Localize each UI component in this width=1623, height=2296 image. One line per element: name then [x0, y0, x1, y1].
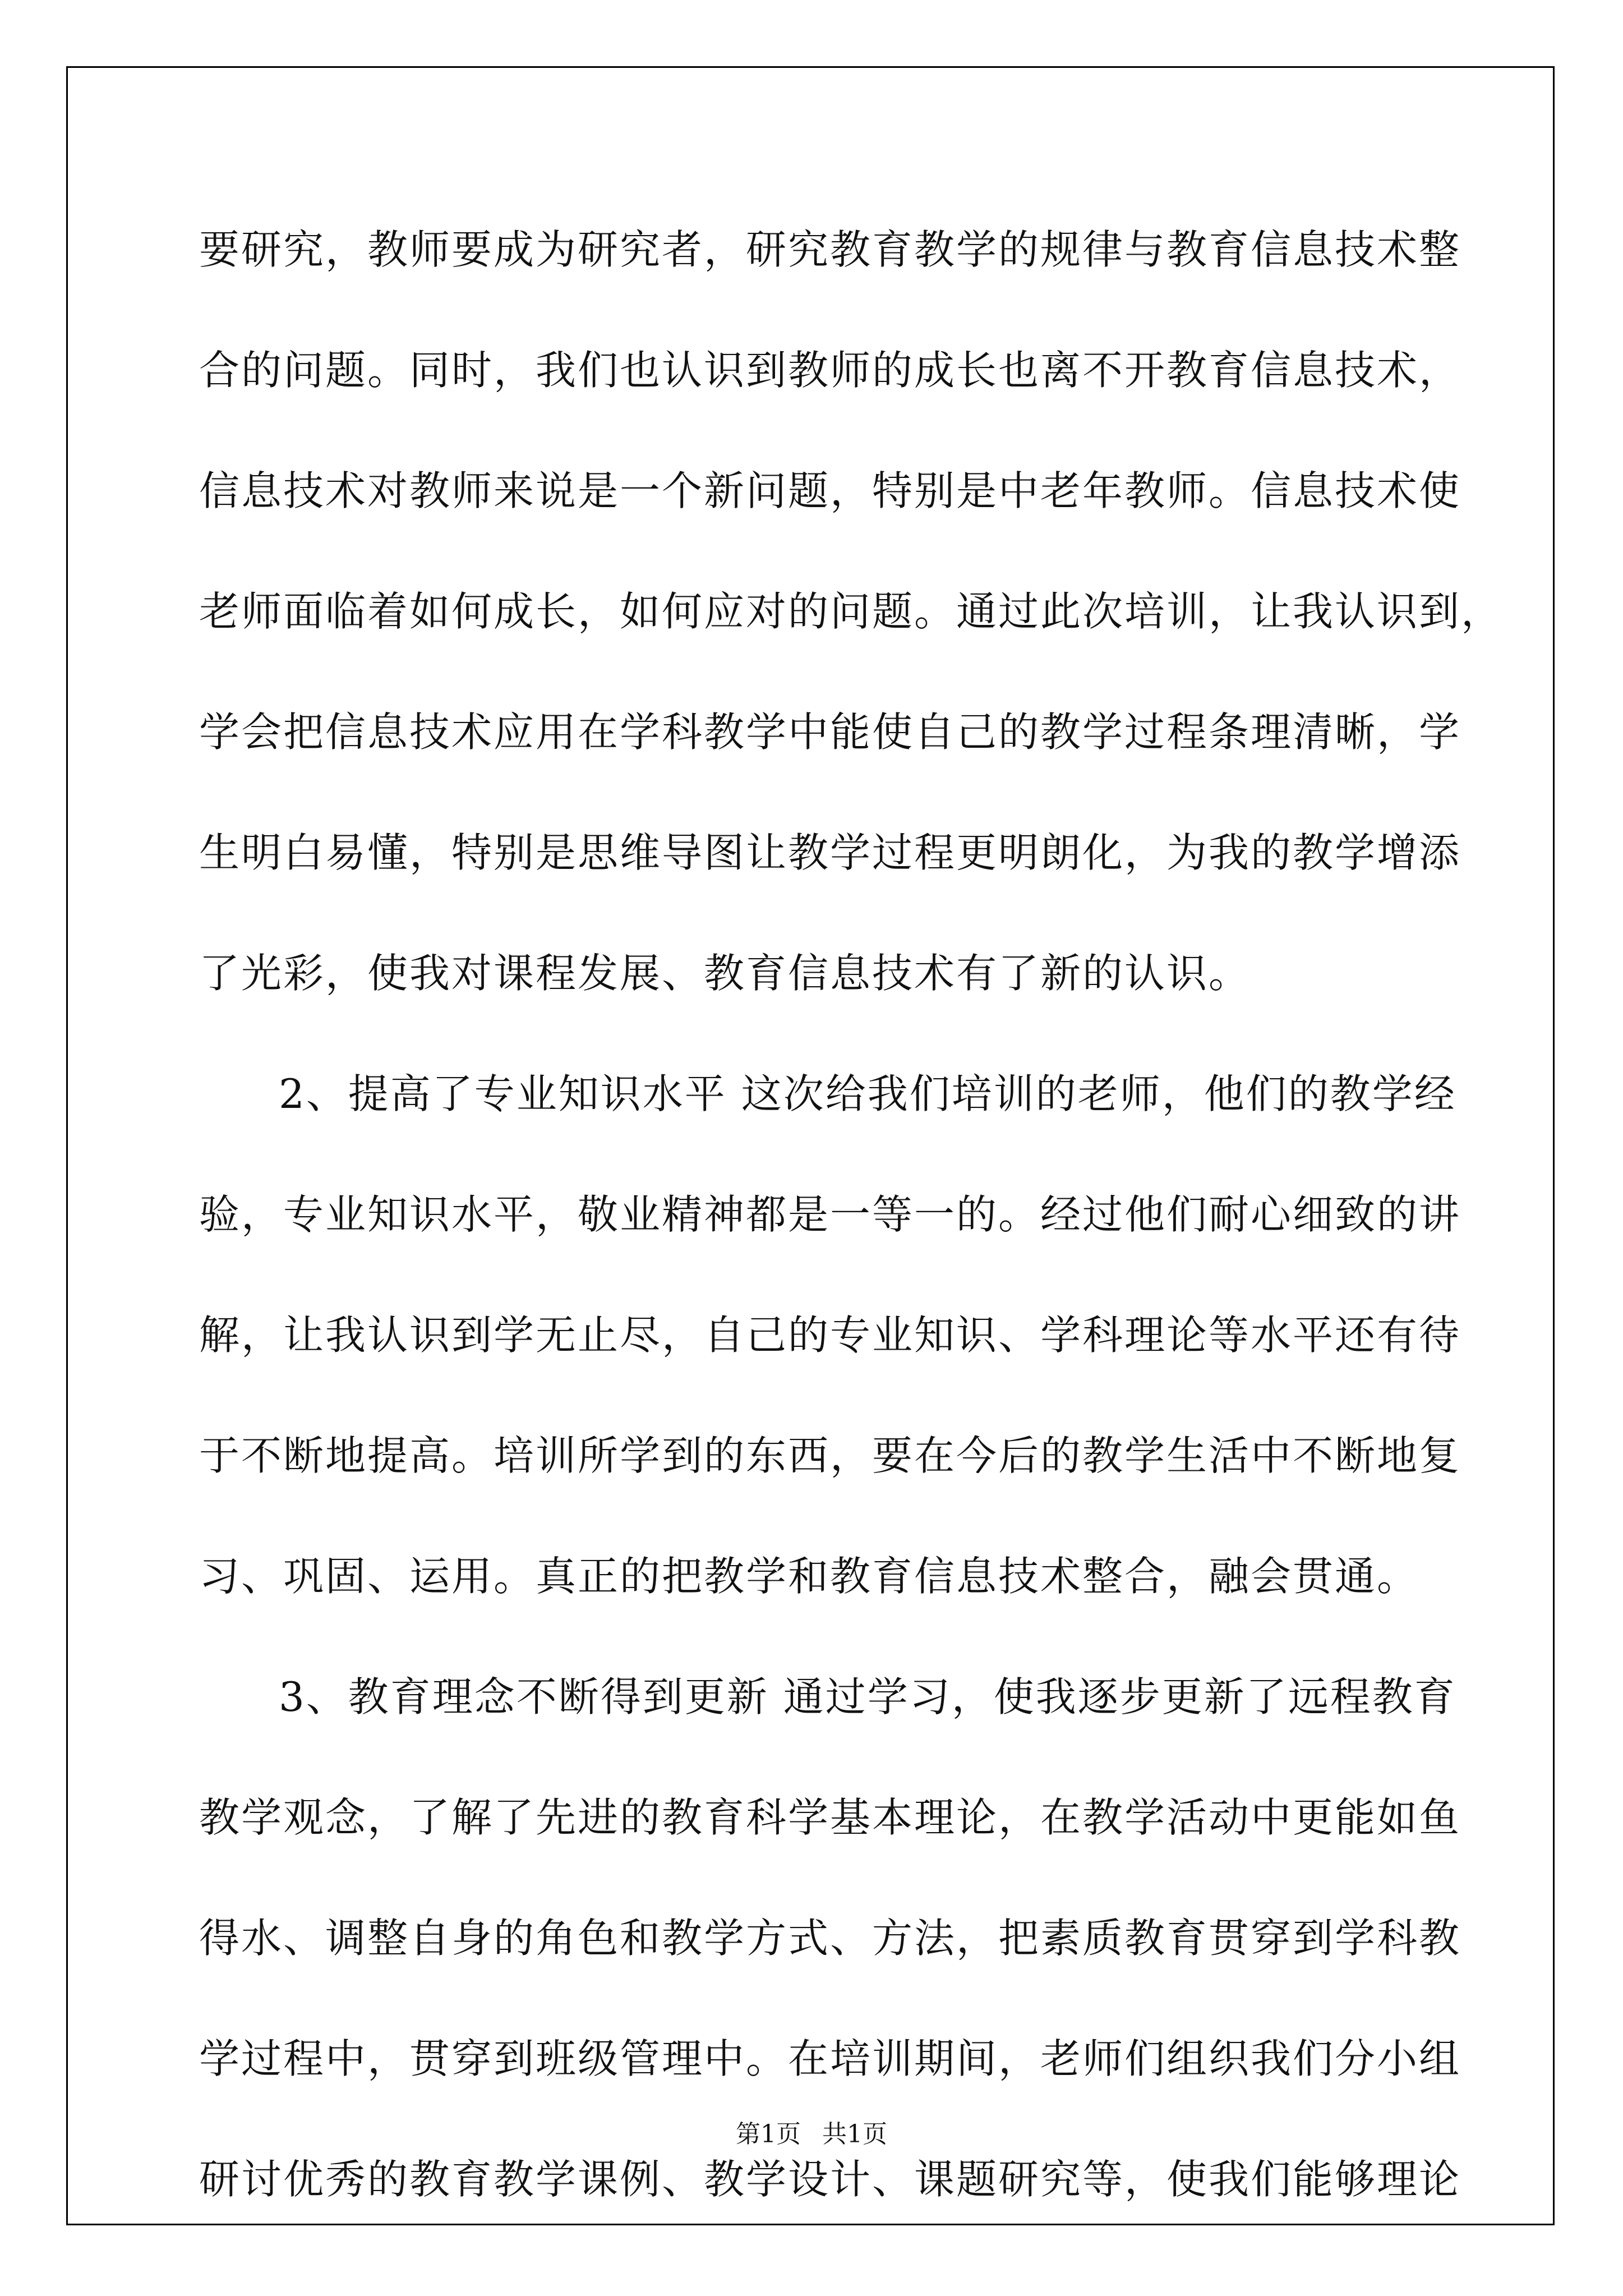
text-line: 习、巩固、运用。真正的把教学和教育信息技术整合，融会贯通。 [199, 1553, 1419, 1600]
text-line: 于不断地提高。培训所学到的东西，要在今后的教学生活中不断地复 [199, 1432, 1461, 1479]
text-line: 老师面临着如何成长，如何应对的问题。通过此次培训，让我认识到， [199, 588, 1504, 635]
document-body [199, 219, 1504, 2269]
text-line: 学过程中，贯穿到班级管理中。在培训期间，老师们组织我们分小组 [199, 2035, 1461, 2082]
text-line: 解，让我认识到学无止尽，自己的专业知识、学科理论等水平还有待 [199, 1312, 1461, 1359]
text-line: 得水、调整自身的角色和教学方式、方法，把素质教育贯穿到学科教 [199, 1915, 1461, 1962]
text-line: 合的问题。同时，我们也认识到教师的成长也离不开教育信息技术， [199, 347, 1461, 394]
text-line: 学会把信息技术应用在学科教学中能使自己的教学过程条理清晰，学 [199, 708, 1461, 756]
paragraph-heading-line: 3、教育理念不断得到更新 通过学习，使我逐步更新了远程教育 [279, 1673, 1456, 1720]
text-line: 要研究，教师要成为研究者，研究教育教学的规律与教育信息技术整 [199, 226, 1461, 273]
page-number: 第1页 [736, 2120, 801, 2148]
text-line: 教学观念，了解了先进的教育科学基本理论，在教学活动中更能如鱼 [199, 1794, 1461, 1841]
paragraph-heading-line: 2、提高了专业知识水平 这次给我们培训的老师，他们的教学经 [279, 1070, 1456, 1117]
text-line: 生明白易懂，特别是思维导图让教学过程更明朗化，为我的教学增添 [199, 829, 1461, 876]
page-total: 共1页 [822, 2120, 887, 2148]
text-line: 信息技术对教师来说是一个新问题，特别是中老年教师。信息技术使 [199, 467, 1461, 514]
text-line: 验，专业知识水平，敬业精神都是一等一的。经过他们耐心细致的讲 [199, 1191, 1461, 1238]
page-footer [0, 2114, 1623, 2150]
text-line: 了光彩，使我对课程发展、教育信息技术有了新的认识。 [199, 950, 1251, 997]
text-line: 研讨优秀的教育教学课例、教学设计、课题研究等，使我们能够理论 [199, 2156, 1461, 2203]
